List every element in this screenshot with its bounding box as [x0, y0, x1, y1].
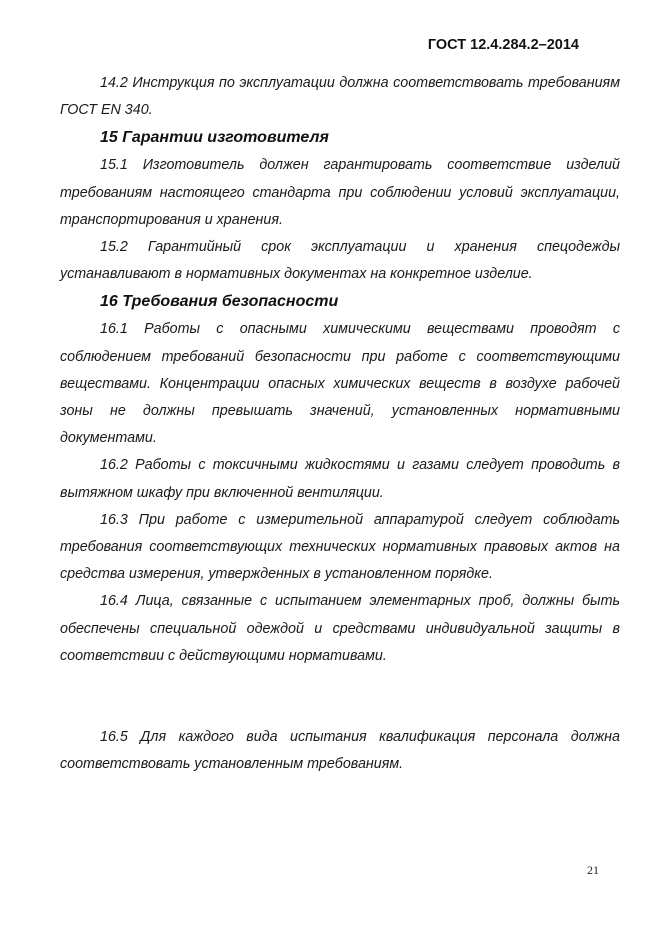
standard-header: ГОСТ 12.4.284.2–2014 [427, 37, 579, 53]
paragraph-16-2: 16.2 Работы с токсичными жидкостями и газами следует проводить в вытяжном шкафу при включенной вентиляции. [60, 457, 620, 501]
paragraph-16-4: 16.4 Лица, связанные с испытанием элементарных проб, должны быть обеспечены специальной одеждой и средствами индивидуальной защиты в соответствии с действующими нормативами. [60, 593, 620, 664]
section-heading-15: 15 Гарантии изготовителя [100, 129, 329, 147]
page-number: 21 [587, 863, 599, 877]
paragraph-15-1: 15.1 Изготовитель должен гарантировать соответствие изделий требованиям настоящего стандарта при соблюдении условий эксплуатации, транспортирования и хранения. [60, 157, 620, 228]
paragraph-16-3: 16.3 При работе с измерительной аппаратурой следует соблюдать требования соответствующих технических нормативных правовых актов на средства измерения, утвержденных в установленном порядке. [60, 511, 620, 583]
blank-gap [60, 670, 620, 724]
paragraph-16-5: 16.5 Для каждого вида испытания квалификация персонала должна соответствовать установленным требованиям. [60, 729, 620, 773]
section-heading-16: 16 Требования безопасности [100, 293, 339, 311]
paragraph-14-2: 14.2 Инструкция по эксплуатации должна соответствовать требованиям ГОСТ EN 340. [60, 75, 620, 119]
paragraph-16-1: 16.1 Работы с опасными химическими веществами проводят с соблюдением требований безопасности при работе с соответствующими веществами. Концентрации опасных химических веществ в воздухе рабочей зоны не должны превышать значений, установленных нормативными документами. [60, 321, 620, 447]
document-body [60, 70, 620, 778]
paragraph-15-2: 15.2 Гарантийный срок эксплуатации и хранения спецодежды устанавливают в нормативных документах на конкретное изделие. [60, 239, 620, 283]
